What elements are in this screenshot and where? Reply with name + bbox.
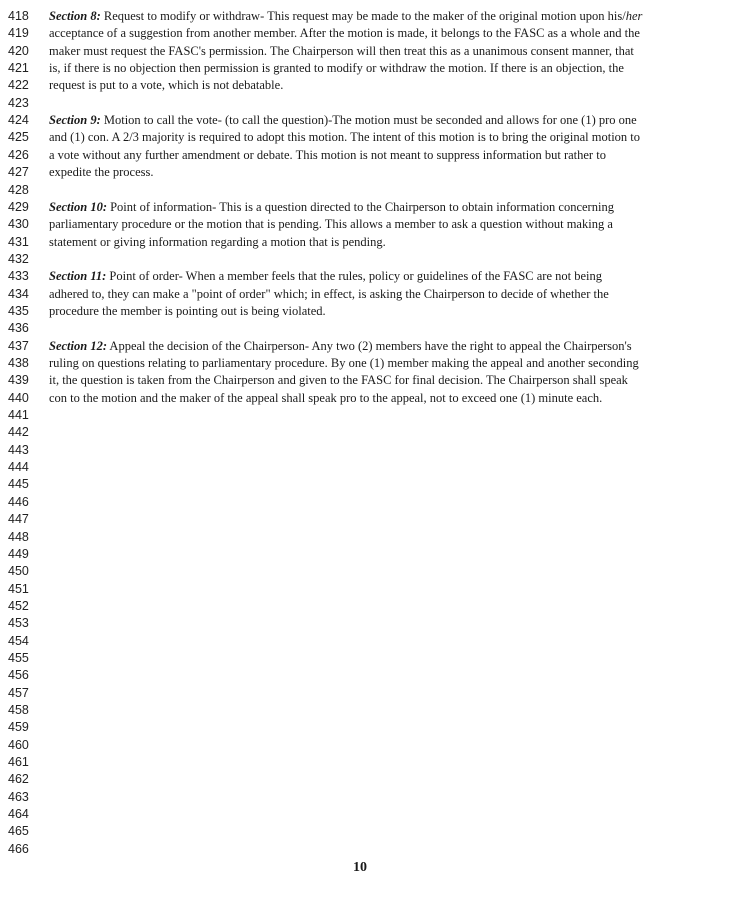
line-text: procedure the member is pointing out is being violated. [49,303,326,318]
line-number: 443 [8,442,29,457]
line-number: 436 [8,321,29,336]
line-number: 461 [8,755,29,770]
line-number: 462 [8,772,29,787]
section-first-line [49,112,637,129]
section-text-line [49,355,639,372]
line-number: 433 [8,269,29,284]
line-text: maker must request the FASC's permission. The Chairperson will then treat this as a unanimous consent manner, that [49,43,634,58]
section-text-line [49,25,640,42]
line-number: 441 [8,408,29,423]
line-text: request is put to a vote, which is not debatable. [49,78,284,93]
line-text: Appeal the decision of the Chairperson- Any two (2) members have the right to appeal the Chairperson's [106,338,632,353]
section-text-line [49,164,153,181]
line-number: 434 [8,286,29,301]
line-number: 451 [8,581,29,596]
line-number: 445 [8,477,29,492]
line-text: Point of information- This is a question directed to the Chairperson to obtain information concerning [106,199,614,214]
line-text: a vote without any further amendment or debate. This motion is not meant to suppress information but rather to [49,147,606,162]
line-number: 440 [8,390,29,405]
line-number: 418 [8,9,29,23]
line-text: Motion to call the vote- (to call the question)-The motion must be seconded and allows for one (1) pro one [100,113,637,128]
line-number: 424 [8,113,29,128]
section-text-line [49,372,628,389]
line-number: 420 [8,43,29,58]
line-number: 450 [8,564,29,579]
section-text-line [49,129,640,146]
line-number: 452 [8,598,29,613]
section-text-line [49,286,609,303]
section-text-line [49,77,283,94]
line-number: 423 [8,95,29,110]
section-heading: Section 11: [49,269,107,284]
line-number: 431 [8,234,29,249]
line-text: ruling on questions relating to parliamentary procedure. By one (1) member making the appeal and another seconding [49,356,639,370]
line-number: 438 [8,356,29,370]
line-number: 449 [8,546,29,561]
section-heading: Section 10: [49,199,107,214]
section-first-line [49,338,632,355]
line-number: 464 [8,807,29,822]
line-number: 459 [8,720,29,735]
section-heading: Section 12: [49,338,107,353]
line-text: expedite the process. [49,165,154,180]
line-number: 463 [8,789,29,804]
line-number: 437 [8,338,29,353]
line-number: 465 [8,824,29,839]
line-number: 419 [8,26,29,41]
section-first-line [49,268,602,285]
section-text-line [49,390,602,407]
section-text-line [49,303,326,320]
line-number: 458 [8,703,29,717]
line-number: 432 [8,251,29,266]
line-text: it, the question is taken from the Chairperson and given to the FASC for final decision. The Chairperson shall speak [49,373,628,388]
page-number: 10 [353,860,367,875]
line-text: Request to modify or withdraw- This request may be made to the maker of the original motion upon his/ [100,9,626,23]
line-number: 425 [8,130,29,145]
line-text: Point of order- When a member feels that the rules, policy or guidelines of the FASC are not being [106,269,602,284]
line-number: 427 [8,165,29,180]
italic-word: her [625,9,643,23]
section-text-line [49,234,386,251]
section-first-line [49,8,642,25]
line-number: 439 [8,373,29,388]
line-number: 422 [8,78,29,93]
line-number: 426 [8,147,29,162]
section-text-line [49,43,634,60]
line-number: 430 [8,217,29,232]
line-number: 455 [8,650,29,665]
line-number: 457 [8,685,29,700]
line-text: statement or giving information regarding a motion that is pending. [49,234,386,249]
line-number: 421 [8,61,29,76]
line-number: 435 [8,303,29,318]
line-text: and (1) con. A 2/3 majority is required to adopt this motion. The intent of this motion is to bring the original motion to [49,130,641,145]
line-text: adhered to, they can make a "point of order" which; in effect, is asking the Chairperson to decide of whether the [49,286,609,301]
line-number: 448 [8,529,29,544]
section-heading: Section 8: [49,9,101,23]
line-text: acceptance of a suggestion from another member. After the motion is made, it belongs to the FASC as a whole and the [49,26,640,41]
line-number: 446 [8,494,29,509]
section-text-line [49,60,624,77]
line-number: 442 [8,425,29,440]
line-number: 466 [8,841,29,856]
section-first-line [49,199,614,216]
section-text-line [49,147,606,164]
line-number: 460 [8,737,29,752]
line-text: con to the motion and the maker of the appeal shall speak pro to the appeal, not to exceed one (1) minute each. [49,390,603,405]
line-number: 456 [8,668,29,683]
line-number: 429 [8,199,29,214]
line-text: is, if there is no objection then permission is granted to modify or withdraw the motion. If there is an objection, the [49,61,624,76]
section-heading: Section 9: [49,113,101,128]
line-number: 447 [8,512,29,527]
line-number: 453 [8,616,29,631]
section-text-line [49,216,613,233]
line-text: parliamentary procedure or the motion that is pending. This allows a member to ask a question without making a [49,217,613,232]
line-number: 444 [8,460,29,475]
line-number: 454 [8,633,29,648]
line-number: 428 [8,182,29,197]
